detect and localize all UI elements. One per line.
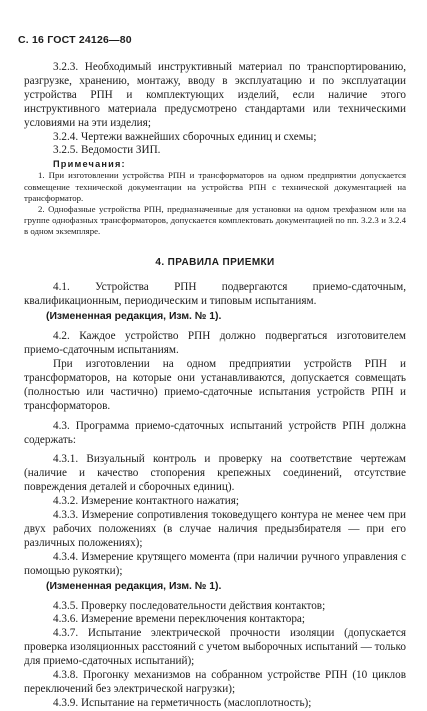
amendment-note-1: (Измененная редакция, Изм. № 1). xyxy=(46,311,222,323)
paragraph-3-2-5: 3.2.5. Ведомости ЗИП. xyxy=(53,144,161,157)
item-4-3-4: 4.3.4. Измерение крутящего момента (при наличии ручного управления с помощью рукоятки); xyxy=(24,550,406,577)
section-title: 4. ПРАВИЛА ПРИЕМКИ xyxy=(155,256,275,268)
paragraph-4-1: 4.1. Устройства РПН подвергаются приемо-сдаточным, квалификационным, периодическим и типовым испытаниям. xyxy=(24,281,406,308)
item-4-3-5: 4.3.5. Проверку последовательности действия контактов; xyxy=(53,599,326,612)
item-4-3-1: 4.3.1. Визуальный контроль и проверку на соответствие чертежам (наличие и качество стопорения крепежных соединений, отсутствие повреждения деталей и сборочных единиц). xyxy=(24,453,406,494)
note-2: 2. Однофазные устройства РПН, предназначенные для установки на одном трехфазном или на группе однофазных трансформаторов, допускается комплектовать документацией по пп. 3.2.3 и 3.2.4 в одном экземпляре. xyxy=(24,203,406,237)
paragraph-4-2-continued: При изготовлении на одном предприятии устройств РПН и трансформаторов, на которые они устанавливаются, допускается совмещать (полностью или частично) приемо-сдаточные испытания устройств РПН и трансформаторов. xyxy=(24,358,406,412)
document-body xyxy=(24,61,406,711)
item-4-3-9: 4.3.9. Испытание на герметичность (маслоплотность); xyxy=(53,696,312,709)
paragraph-4-3: 4.3. Программа приемо-сдаточных испытаний устройств РПН должна содержать: xyxy=(24,419,406,446)
item-4-3-3: 4.3.3. Измерение сопротивления токоведущего контура не менее чем при двух рабочих положениях (в случае наличия предызбирателя — при его различных положениях); xyxy=(24,509,406,549)
paragraph-3-2-4: 3.2.4. Чертежи важнейших сборочных единиц и схемы; xyxy=(53,130,317,143)
paragraph-4-2: 4.2. Каждое устройство РПН должно подвергаться изготовителем приемо-сдаточным испытаниям. xyxy=(24,330,406,357)
item-4-3-2: 4.3.2. Измерение контактного нажатия; xyxy=(53,495,240,508)
note-1: 1. При изготовлении устройства РПН и трансформаторов на одном предприятии допускается совмещение технической документации на устройства РПН с технической документацией на трансформатор. xyxy=(24,170,406,203)
notes-title: Примечания: xyxy=(53,159,126,170)
item-4-3-6: 4.3.6. Измерение времени переключения контактора; xyxy=(53,613,306,626)
item-4-3-8: 4.3.8. Прогонку механизмов на собранном устройстве РПН (10 циклов переключений без электрической нагрузки); xyxy=(24,669,406,695)
paragraph-3-2-3: 3.2.3. Необходимый инструктивный материал по транспортированию, разгрузке, хранению, монтажу, вводу в эксплуатацию и по эксплуатации устройства РПН и комплектующих изделий, если наличие этого инструктивного материала предусмотрено стандартами или техническими условиями на эти изделия; xyxy=(24,61,406,129)
page-header: С. 16 ГОСТ 24126—80 xyxy=(18,34,132,46)
item-4-3-7: 4.3.7. Испытание электрической прочности изоляции (допускается проверка изоляционных расстояний с учетом выборочных испытаний — только для приемо-сдаточных испытаний); xyxy=(24,627,406,668)
amendment-note-2: (Измененная редакция, Изм. № 1). xyxy=(46,580,222,592)
